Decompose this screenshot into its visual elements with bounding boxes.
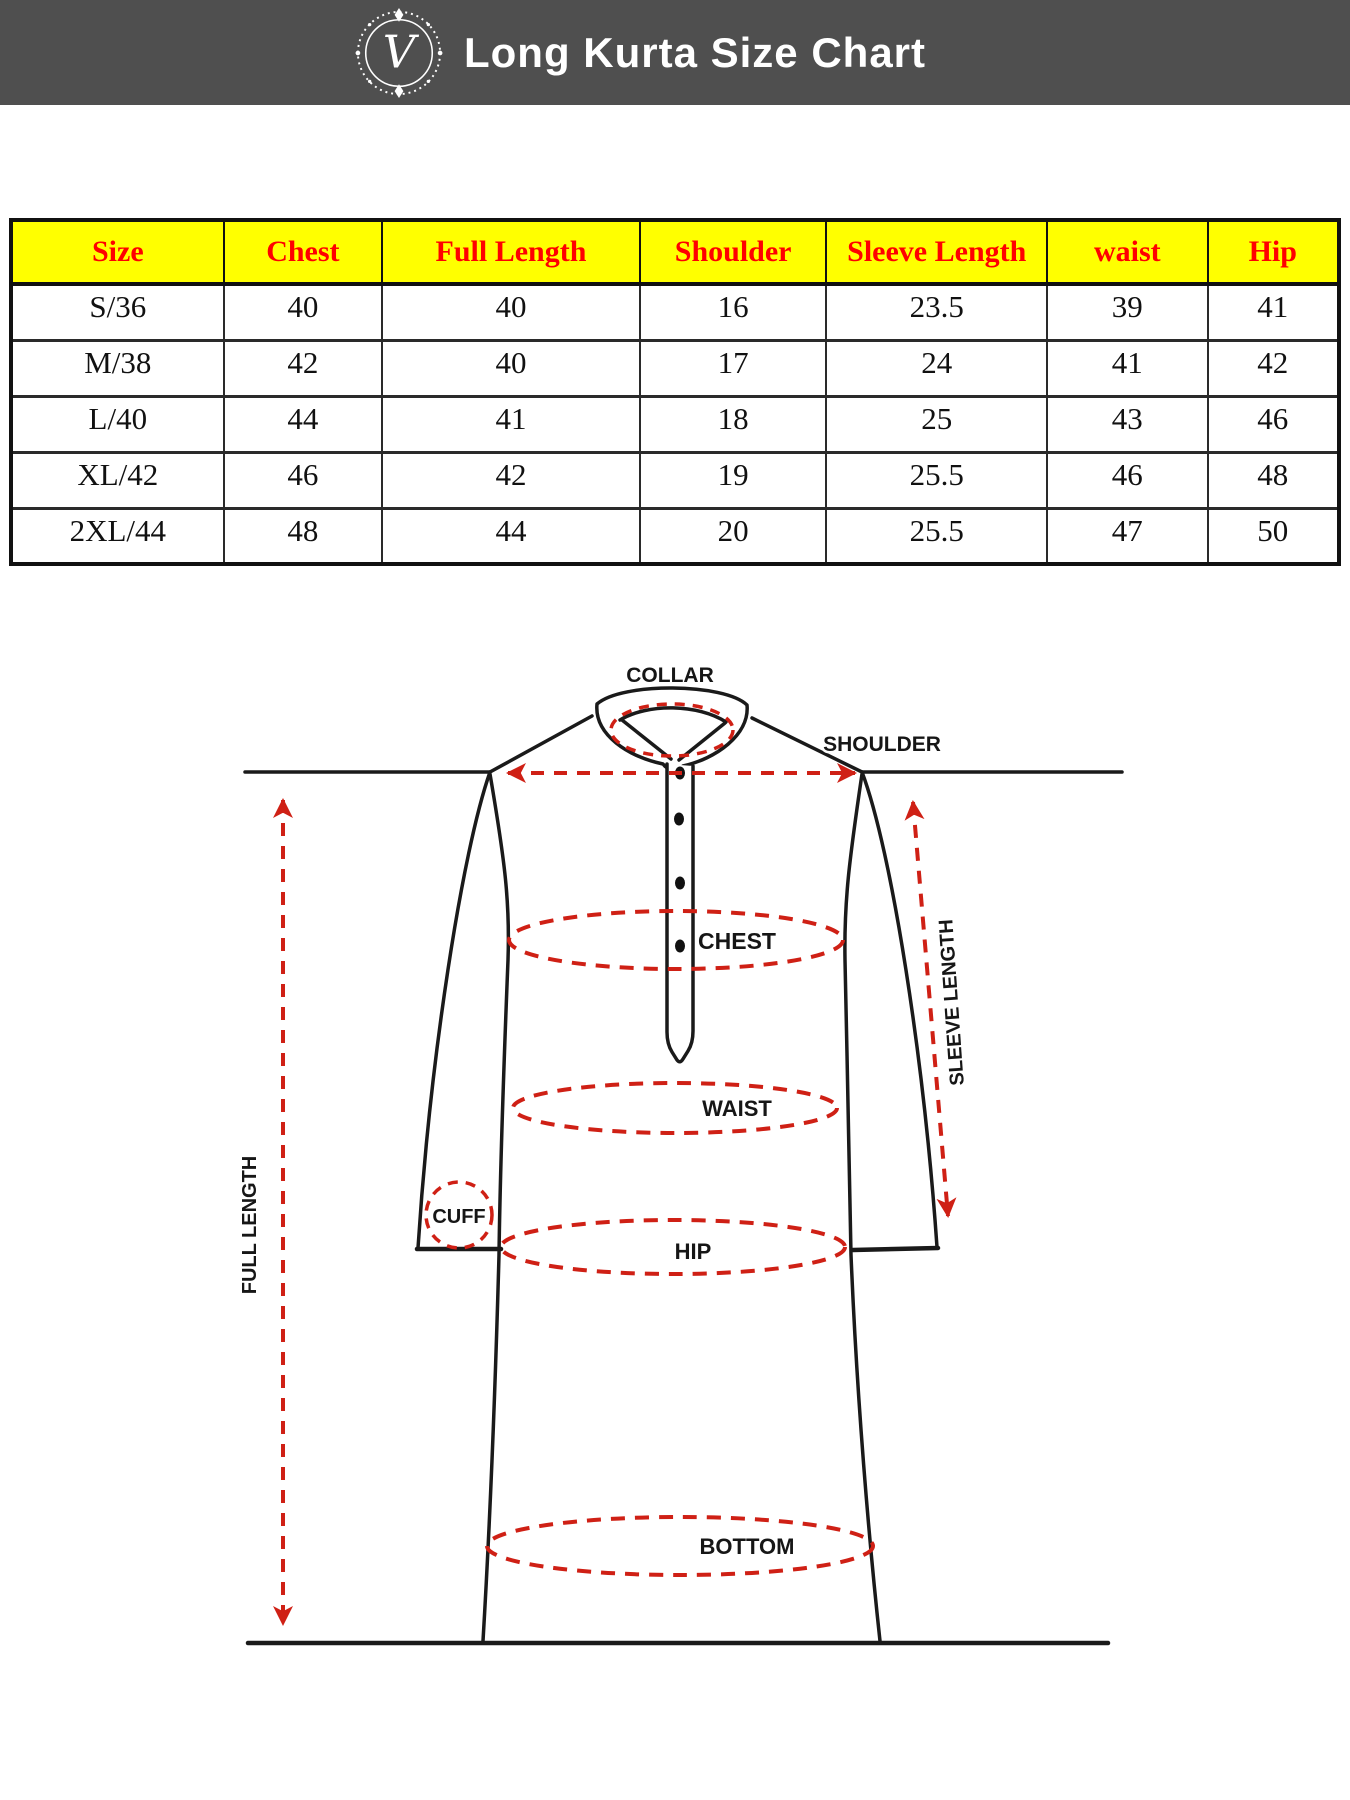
size-cell: 50 (1208, 508, 1339, 564)
body-right-edge (845, 774, 880, 1641)
kurta-outline (417, 688, 938, 1641)
column-header: Size (11, 220, 224, 284)
waist-ellipse (513, 1083, 837, 1133)
size-cell: 48 (224, 508, 382, 564)
page-title: Long Kurta Size Chart (463, 28, 927, 76)
left-sleeve-outer (418, 772, 490, 1248)
button-2 (674, 813, 684, 826)
column-header: Chest (224, 220, 382, 284)
bottom-label: BOTTOM (699, 1534, 795, 1559)
column-header: Sleeve Length (826, 220, 1047, 284)
size-cell: 42 (224, 340, 382, 396)
size-cell: S/36 (11, 284, 224, 340)
size-cell: 23.5 (826, 284, 1047, 340)
cuff-label: CUFF (432, 1206, 486, 1228)
size-cell: 24 (826, 340, 1047, 396)
size-cell: 16 (640, 284, 827, 340)
size-cell: 46 (1047, 452, 1207, 508)
sleeve-length-label: SLEEVE LENGTH (935, 918, 969, 1087)
size-cell: 19 (640, 452, 827, 508)
waist-label: WAIST (702, 1096, 772, 1121)
size-cell: 18 (640, 396, 827, 452)
size-cell: 46 (224, 452, 382, 508)
full-length-label: FULL LENGTH (239, 1155, 261, 1295)
right-sleeve-outer (862, 772, 937, 1247)
size-cell: 25 (826, 396, 1047, 452)
size-cell: 46 (1208, 396, 1339, 452)
brand-logo-letter: V (382, 25, 416, 79)
collar-label: COLLAR (626, 664, 714, 687)
size-cell: 41 (1208, 284, 1339, 340)
size-cell: 43 (1047, 396, 1207, 452)
size-cell: 39 (1047, 284, 1207, 340)
left-shoulder-slope (490, 716, 592, 772)
hip-ellipse (501, 1220, 845, 1274)
size-cell: XL/42 (11, 452, 224, 508)
button-3 (675, 877, 685, 890)
column-header: Hip (1208, 220, 1339, 284)
chest-label: CHEST (698, 928, 776, 954)
size-cell: 17 (640, 340, 827, 396)
size-cell: 40 (224, 284, 382, 340)
column-header: waist (1047, 220, 1207, 284)
size-cell: 20 (640, 508, 827, 564)
size-cell: M/38 (11, 340, 224, 396)
right-cuff-hem (853, 1248, 938, 1250)
size-cell: 25.5 (826, 508, 1047, 564)
size-cell: 48 (1208, 452, 1339, 508)
size-cell: 42 (1208, 340, 1339, 396)
size-cell: 47 (1047, 508, 1207, 564)
size-cell: 44 (224, 396, 382, 452)
bottom-ellipse (487, 1517, 873, 1575)
size-cell: 40 (382, 340, 640, 396)
size-cell: 42 (382, 452, 640, 508)
shoulder-label: SHOULDER (823, 733, 941, 756)
hip-label: HIP (674, 1239, 712, 1264)
size-cell: L/40 (11, 396, 224, 452)
column-header: Full Length (382, 220, 640, 284)
size-cell: 25.5 (826, 452, 1047, 508)
body-left-edge (483, 774, 508, 1641)
size-cell: 41 (382, 396, 640, 452)
button-4 (675, 940, 685, 953)
column-header: Shoulder (640, 220, 827, 284)
size-cell: 2XL/44 (11, 508, 224, 564)
size-cell: 44 (382, 508, 640, 564)
size-cell: 40 (382, 284, 640, 340)
size-cell: 41 (1047, 340, 1207, 396)
